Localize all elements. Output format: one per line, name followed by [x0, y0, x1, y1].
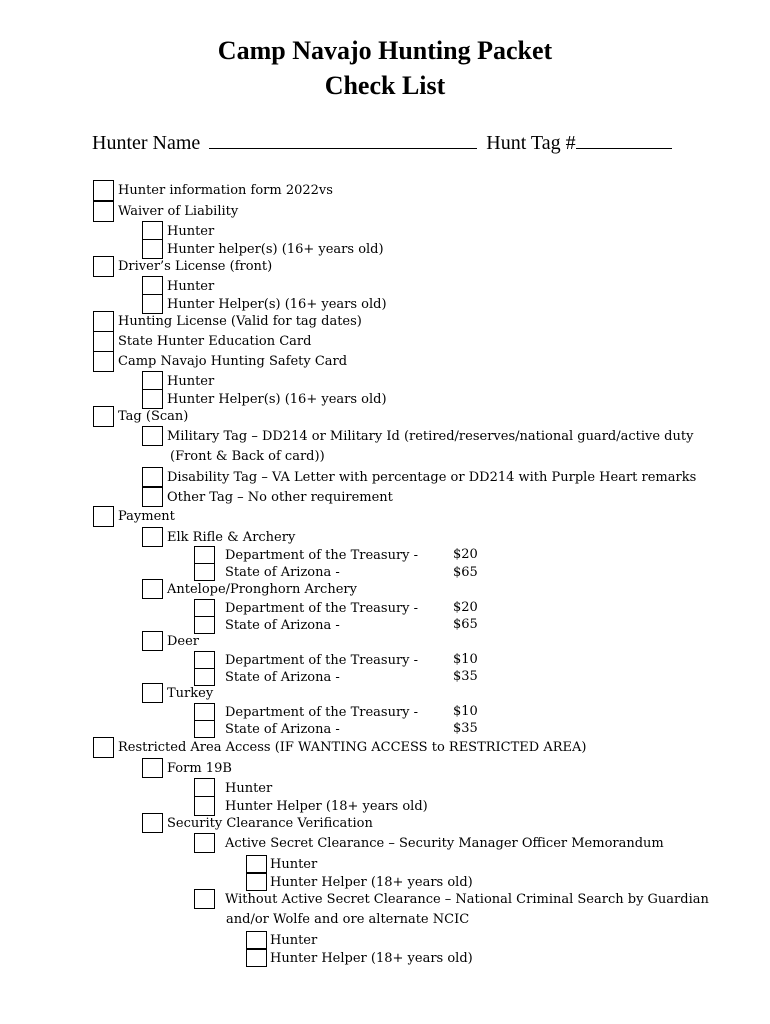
- item-label: Form 19B: [167, 760, 232, 776]
- item-label: Hunter information form 2022vs: [118, 183, 333, 198]
- hunter-name-label: Hunter Name: [92, 132, 201, 154]
- item-label: Other Tag – No other requirement: [167, 489, 393, 505]
- item-label: Security Clearance Verification: [167, 815, 373, 831]
- checkbox[interactable]: [194, 651, 215, 669]
- item-label: Hunter: [225, 780, 273, 796]
- checkbox[interactable]: [194, 720, 215, 738]
- checkbox[interactable]: [142, 426, 163, 446]
- amount: $20: [453, 547, 478, 562]
- item-label: Driver’s License (front): [118, 259, 273, 274]
- header-fields: [92, 131, 672, 155]
- list-item: [142, 371, 214, 391]
- checkbox[interactable]: [93, 406, 114, 427]
- checkbox[interactable]: [194, 599, 215, 617]
- checkbox[interactable]: [142, 371, 163, 391]
- item-label-continued: and/or Wolfe and ore alternate NCIC: [226, 912, 470, 927]
- list-item: [93, 256, 272, 277]
- list-item: [194, 616, 340, 634]
- amount: $35: [453, 721, 478, 736]
- list-item: [246, 949, 473, 967]
- list-item: [93, 180, 333, 201]
- list-item: [194, 889, 709, 909]
- item-label: Military Tag – DD214 or Military Id (retired/reserves/national guard/active duty: [167, 428, 694, 444]
- amount: $10: [453, 704, 478, 719]
- item-label: Turkey: [167, 685, 214, 701]
- list-item: [194, 546, 418, 564]
- checkbox[interactable]: [246, 855, 267, 873]
- checkbox[interactable]: [93, 180, 114, 201]
- list-item: [194, 833, 664, 853]
- checkbox[interactable]: [93, 311, 114, 332]
- checkbox[interactable]: [194, 889, 215, 909]
- hunt-tag-field[interactable]: [576, 131, 672, 149]
- checkbox[interactable]: [142, 527, 163, 547]
- amount: $65: [453, 565, 478, 580]
- item-label: Department of the Treasury -: [225, 652, 419, 668]
- item-label: State Hunter Education Card: [118, 334, 312, 349]
- item-label: Hunter: [167, 373, 215, 389]
- item-label: Waiver of Liability: [118, 204, 239, 219]
- checkbox[interactable]: [142, 579, 163, 599]
- item-label: State of Arizona -: [225, 669, 340, 685]
- checkbox[interactable]: [142, 631, 163, 651]
- checkbox[interactable]: [142, 487, 163, 507]
- item-label: State of Arizona -: [225, 721, 340, 737]
- checkbox[interactable]: [93, 256, 114, 277]
- list-item: [142, 758, 232, 778]
- list-item: [142, 276, 214, 296]
- item-label: Elk Rifle & Archery: [167, 529, 296, 545]
- item-label: Restricted Area Access (IF WANTING ACCESS to RESTRICTED AREA): [118, 740, 587, 755]
- list-item: [93, 201, 238, 222]
- list-item: [93, 737, 586, 758]
- item-label: Department of the Treasury -: [225, 704, 419, 720]
- item-label: State of Arizona -: [225, 617, 340, 633]
- item-label: Hunter: [167, 278, 215, 294]
- item-label: Antelope/Pronghorn Archery: [167, 581, 357, 597]
- checkbox[interactable]: [142, 813, 163, 833]
- checkbox[interactable]: [93, 351, 114, 372]
- list-item: [142, 221, 214, 241]
- list-item: [142, 813, 373, 833]
- item-label: Department of the Treasury -: [225, 547, 419, 563]
- hunt-tag-label: Hunt Tag #: [486, 132, 576, 154]
- item-label: Payment: [118, 509, 175, 524]
- item-label: Hunting License (Valid for tag dates): [118, 314, 362, 329]
- amount: $10: [453, 652, 478, 667]
- checkbox[interactable]: [93, 506, 114, 527]
- item-label: Active Secret Clearance – Security Manager Officer Memorandum: [225, 835, 664, 851]
- list-item: [194, 668, 340, 686]
- list-item: [246, 855, 317, 873]
- page-title: Camp Navajo Hunting Packet: [217, 36, 553, 65]
- amount: $65: [453, 617, 478, 632]
- item-label: Deer: [167, 633, 200, 649]
- checkbox[interactable]: [93, 201, 114, 222]
- list-item: [142, 487, 393, 507]
- checkbox[interactable]: [142, 758, 163, 778]
- item-label-continued: (Front & Back of card)): [170, 449, 325, 464]
- page-subtitle: Check List: [324, 71, 446, 100]
- checkbox[interactable]: [246, 931, 267, 949]
- item-label: Hunter Helper (18+ years old): [270, 950, 473, 966]
- list-item: [93, 351, 347, 372]
- item-label: State of Arizona -: [225, 564, 340, 580]
- hunter-name-field[interactable]: [209, 131, 477, 149]
- checkbox[interactable]: [93, 737, 114, 758]
- item-label: Tag (Scan): [118, 409, 189, 424]
- list-item: [142, 579, 357, 599]
- list-item: [194, 778, 272, 798]
- item-label: Hunter: [270, 856, 318, 872]
- item-label: Hunter: [167, 223, 215, 239]
- item-label: Hunter Helper (18+ years old): [225, 798, 428, 814]
- list-item: [246, 931, 317, 949]
- list-item: [93, 506, 175, 527]
- list-item: [93, 311, 362, 332]
- item-label: Without Active Secret Clearance – National Criminal Search by Guardian: [225, 891, 709, 907]
- list-item: [194, 651, 418, 669]
- item-label: Disability Tag – VA Letter with percentage or DD214 with Purple Heart remarks: [167, 469, 697, 485]
- checkbox[interactable]: [194, 778, 215, 798]
- checkbox[interactable]: [142, 221, 163, 241]
- item-label: Hunter: [270, 932, 318, 948]
- list-item: [142, 467, 696, 487]
- checkbox[interactable]: [194, 546, 215, 564]
- list-item: [142, 683, 213, 703]
- list-item: [194, 720, 340, 738]
- list-item: [93, 406, 188, 427]
- list-item: [93, 331, 311, 352]
- checkbox[interactable]: [142, 467, 163, 487]
- item-label: Hunter Helper(s) (16+ years old): [167, 296, 387, 312]
- amount: $20: [453, 600, 478, 615]
- checkbox[interactable]: [194, 703, 215, 721]
- item-label: Hunter helper(s) (16+ years old): [167, 241, 384, 257]
- item-label: Hunter Helper(s) (16+ years old): [167, 391, 387, 407]
- checkbox[interactable]: [93, 331, 114, 352]
- list-item: [194, 703, 418, 721]
- checkbox[interactable]: [142, 276, 163, 296]
- list-item: [142, 426, 693, 446]
- list-item: [142, 631, 199, 651]
- checkbox[interactable]: [142, 683, 163, 703]
- list-item: [194, 599, 418, 617]
- item-label: Department of the Treasury -: [225, 600, 419, 616]
- item-label: Hunter Helper (18+ years old): [270, 874, 473, 890]
- checkbox[interactable]: [194, 833, 215, 853]
- item-label: Camp Navajo Hunting Safety Card: [118, 354, 348, 369]
- amount: $35: [453, 669, 478, 684]
- checkbox[interactable]: [246, 949, 267, 967]
- list-item: [142, 527, 295, 547]
